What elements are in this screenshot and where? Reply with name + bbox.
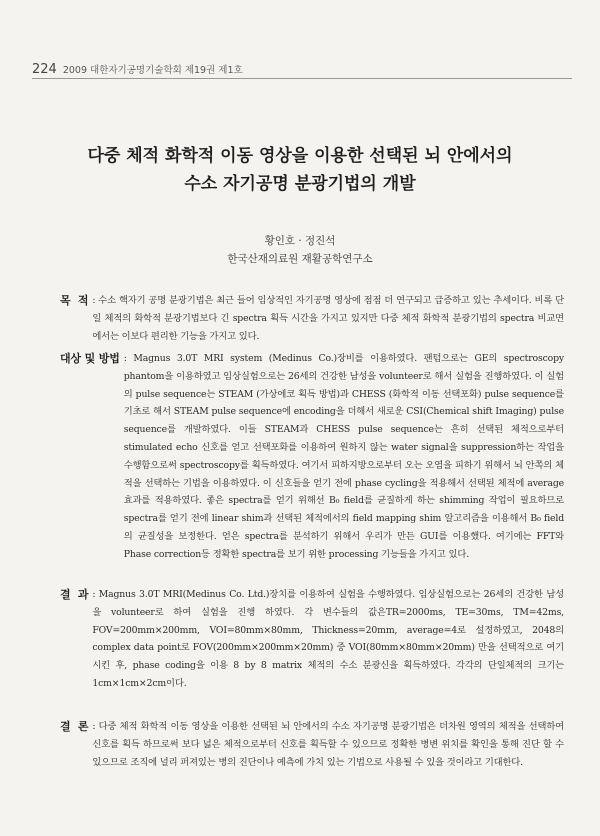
paper-title — [0, 142, 600, 198]
running-header — [32, 62, 243, 77]
title-line-1: 다중 체적 화학적 이동 영상을 이용한 선택된 뇌 안에서의 — [87, 146, 513, 166]
section-label: 목 적 — [60, 294, 89, 307]
section-results — [60, 586, 564, 693]
section-text: : 수소 핵자기 공명 분광기법은 최근 들어 임상적인 자기공명 영상에 점점 더 연구되고 급증하고 있는 추세이다. 비록 단일 체적의 화학적 분광기법보다 긴 spectra 획득 시간을 가지고 있지만 다중 체적 화학적 분광기법의 spectra 비교면 에서는 이보다 편리한 기능을 가지고 있다. — [92, 295, 564, 342]
page-number: 224 — [32, 62, 57, 77]
section-label: 결 과 — [60, 588, 89, 601]
section-label: 대상 및 방법 — [60, 352, 120, 365]
author-names: 황인호 · 정진석 — [264, 235, 336, 247]
section-conclusion — [60, 718, 564, 771]
section-text: : Magnus 3.0T MRI(Medinus Co. Ltd.)장치를 이용하여 실험을 수행하였다. 임상실험으로는 26세의 건강한 남성을 volunteer로 하여 실험을 진행 하였다. 각 변수들의 값은TR=2000ms, TE=30ms, TM=42ms, FOV=200mm×200mm, VOI=80mm×80mm, Thickness=20mm, average=4로 설정하였고, 2048의 complex data point로 FOV(200mm×200mm×20mm) 중 VOI(80mm×80mm×20mm) 만을 선택적으로 여기시킨 후, phase coding을 이용 8 by 8 matrix 체적의 수소 분광신을 획득하였다. 각각의 단일체적의 크기는 1cm×1cm×2cm이다. — [92, 589, 564, 689]
section-text: : Magnus 3.0T MRI system (Medinus Co.)장비를 이용하였다. 팬텀으로는 GE의 spectroscopy phantom을 이용하였고 임상실험으로는 26세의 건강한 남성을 volunteer로 해서 실험을 진행하였다. 이 실험의 pulse sequence는 STEAM (가상에코 획득 방법)과 CHESS (화학적 이동 선택포화) pulse sequence를 기초로 해서 STEAM pulse sequence에 encoding을 더해서 새로운 CSI(Chemical shift Imaging) pulse sequence를 개발하였다. 이들 STEAM과 CHESS pulse sequence는 흔히 선택된 체적으로부터 stimulated echo 신호를 얻고 선택포화를 이용하여 원하지 않는 water signal을 suppression하는 작업을 수행함으로써 spectroscopy를 획득하였다. 여기서 피하지방으로부터 오는 오염을 피하기 위해서 뇌 안쪽의 체적을 선택하는 기법을 이용하였다. 이 신호들을 얻기 전에 phase cycling을 적용해서 선택된 체적에 average효과를 적용하였다. 좋은 spectra를 얻기 위해선 B₀ field를 균질하게 하는 shimming 작업이 필요하므로 spectra를 얻기 전에 linear shim과 선택된 체적에서의 field mapping shim 알고리즘을 이용해서 B₀ field의 균질성을 보정한다. 얻은 spectra를 분석하기 위해서 우리가 만든 GUI를 이용했다. 여기에는 FFT와 Phase correction등 정확한 spectra를 보기 위한 processing 기능들을 가지고 있다. — [123, 353, 564, 560]
section-methods — [60, 350, 564, 564]
title-line-2: 수소 자기공명 분광기법의 개발 — [184, 174, 416, 194]
author-affiliation: 한국산재의료원 재활공학연구소 — [227, 253, 373, 265]
author-block — [0, 232, 600, 268]
section-objective — [60, 292, 564, 345]
header-divider — [32, 78, 572, 79]
journal-name: 2009 대한자기공명기술학회 제19권 제1호 — [62, 65, 243, 76]
section-label: 결 론 — [60, 720, 89, 733]
section-text: : 다중 체적 화학적 이동 영상을 이용한 선택된 뇌 안에서의 수소 자기공명 분광기법은 더차원 영역의 체적을 선택하여 신호를 획득 하므로써 보다 넓은 체적으로부터 신호를 획득할 수 있으므로 정확한 병변 위치를 확인을 통해 진단 할 수 있으므로 조직에 널리 퍼져있는 병의 진단이나 예측에 가치 있는 기법으로 사용될 수 있을 것이라고 기대한다. — [92, 721, 564, 768]
